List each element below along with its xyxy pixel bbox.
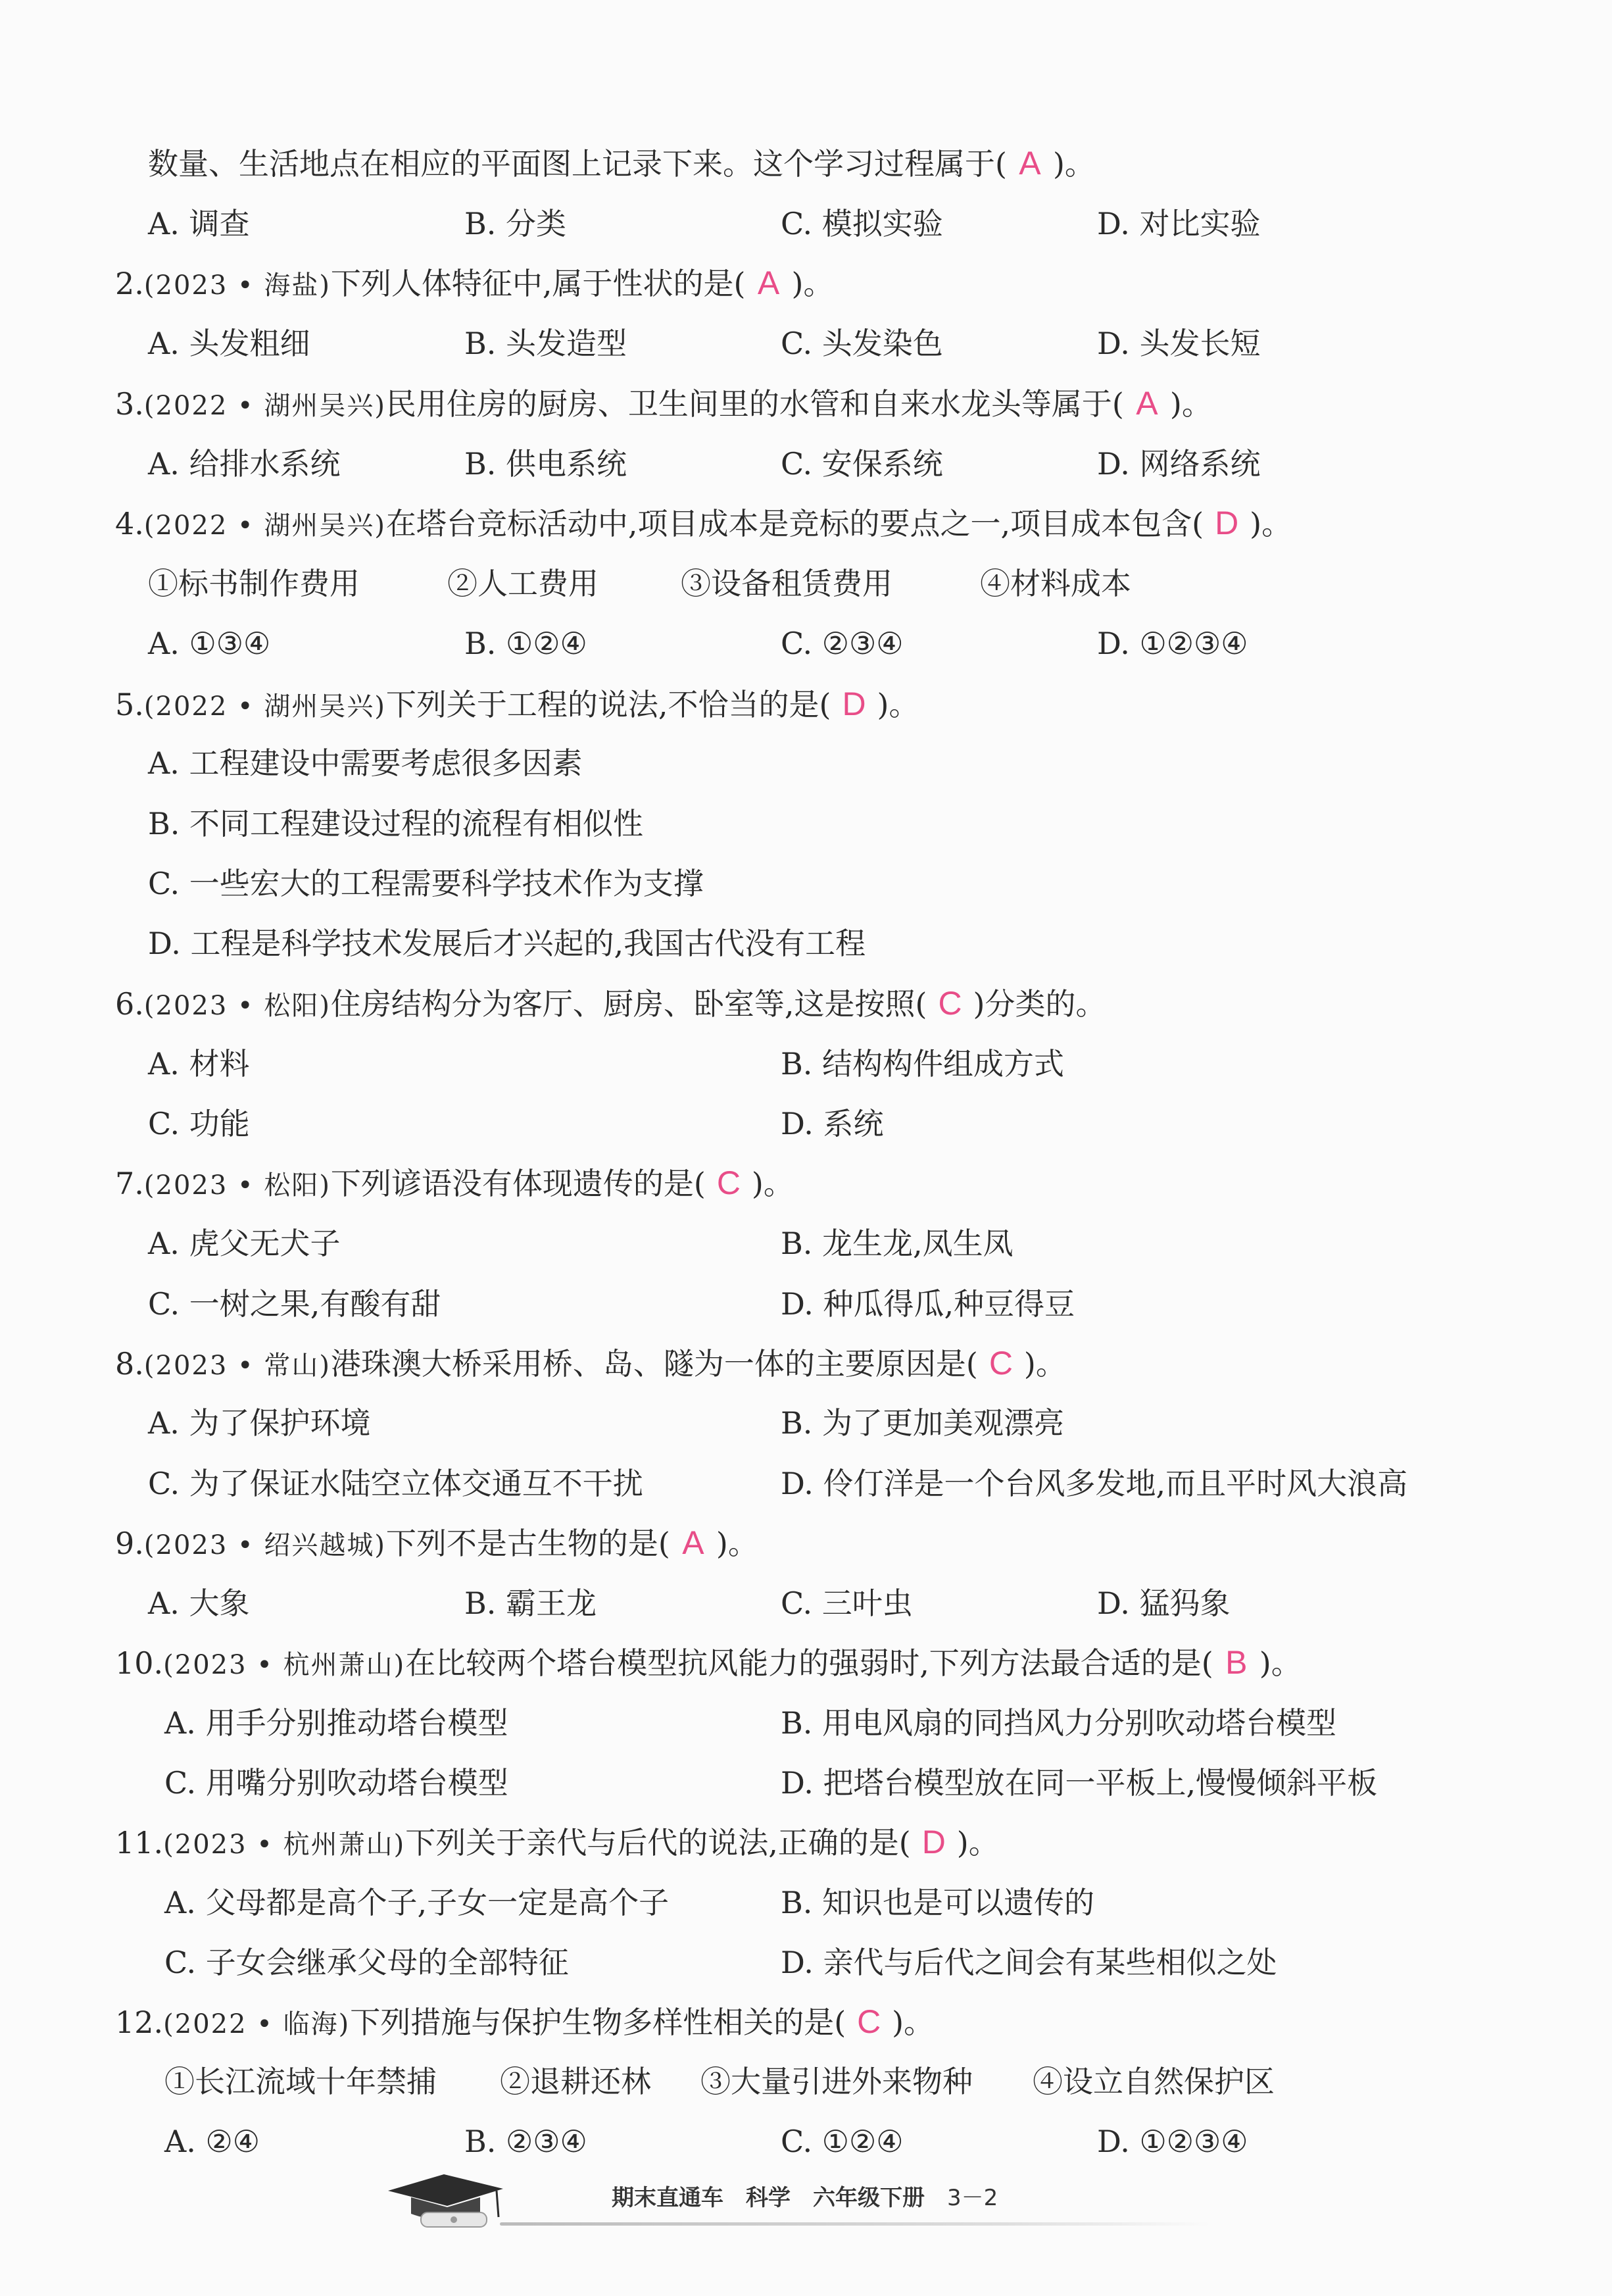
option: A. 为了保护环境 <box>148 1405 371 1441</box>
option: C. 子女会继承父母的全部特征 <box>164 1945 569 1980</box>
answer-mark: B <box>1225 1644 1248 1681</box>
option: D. 亲代与后代之间会有某些相似之处 <box>781 1945 1277 1980</box>
statement-item: ②退耕还林 <box>500 2064 651 2099</box>
page-number: 3－2 <box>947 2185 998 2211</box>
statement-item: ④设立自然保护区 <box>1033 2064 1275 2099</box>
question-4-stem: 4.(2022 • 湖州吴兴)在塔台竞标活动中,项目成本是竞标的要点之一,项目成本包含( D )。 <box>115 505 1292 541</box>
graduation-cap-icon <box>381 2161 513 2234</box>
statement-item: ①标书制作费用 <box>148 566 360 601</box>
option: C. 一些宏大的工程需要科学技术作为支撑 <box>148 866 704 901</box>
option: C. 三叶虫 <box>781 1585 913 1621</box>
option: B. 不同工程建设过程的流程有相似性 <box>148 806 644 841</box>
option: D. 网络系统 <box>1097 446 1261 482</box>
answer-mark: A <box>682 1524 704 1561</box>
question-12-stem: 12.(2022 • 临海)下列措施与保护生物多样性相关的是( C )。 <box>115 2003 935 2040</box>
option: C. 一树之果,有酸有甜 <box>148 1286 441 1322</box>
question-source: (2022 • 临海) <box>163 2009 351 2039</box>
option: A. ②④ <box>164 2124 260 2159</box>
option: A. 用手分别推动塔台模型 <box>164 1705 508 1741</box>
option: C. 安保系统 <box>781 446 943 482</box>
answer-mark: C <box>716 1164 741 1201</box>
statement-item: ④材料成本 <box>980 566 1131 601</box>
footer-divider <box>500 2222 1210 2226</box>
page-footer <box>368 2161 1223 2240</box>
option: B. 供电系统 <box>464 446 627 482</box>
option: C. 头发染色 <box>781 326 943 361</box>
option: B. 霸王龙 <box>464 1585 597 1621</box>
option: A. 头发粗细 <box>148 326 310 361</box>
option: D. 头发长短 <box>1097 326 1261 361</box>
option: D. 种瓜得瓜,种豆得豆 <box>781 1286 1075 1322</box>
question-source: (2023 • 杭州萧山) <box>163 1650 406 1680</box>
question-source: (2023 • 绍兴越城) <box>143 1530 386 1560</box>
question-source: (2023 • 杭州萧山) <box>163 1830 406 1860</box>
option: B. 分类 <box>464 206 567 241</box>
option: A. ①③④ <box>148 626 271 661</box>
answer-mark: C <box>857 2003 881 2040</box>
option: D. 把塔台模型放在同一平板上,慢慢倾斜平板 <box>781 1765 1378 1801</box>
statement-item: ①长江流域十年禁捕 <box>164 2064 437 2099</box>
question-8-stem: 8.(2023 • 常山)港珠澳大桥采用桥、岛、隧为一体的主要原因是( C )。 <box>115 1345 1066 1382</box>
statement-item: ②人工费用 <box>447 566 598 601</box>
option: B. ②③④ <box>464 2124 587 2159</box>
option: C. 为了保证水陆空立体交通互不干扰 <box>148 1466 643 1501</box>
question-source: (2022 • 湖州吴兴) <box>143 391 386 421</box>
question-1-stem: 数量、生活地点在相应的平面图上记录下来。这个学习过程属于( A )。 <box>148 145 1095 182</box>
option: D. ①②③④ <box>1097 626 1248 661</box>
question-10-stem: 10.(2023 • 杭州萧山)在比较两个塔台模型抗风能力的强弱时,下列方法最合适的是( B )。 <box>115 1644 1302 1681</box>
option: B. 知识也是可以遗传的 <box>781 1885 1095 1920</box>
option: B. 龙生龙,凤生凤 <box>781 1226 1014 1261</box>
question-7-stem: 7.(2023 • 松阳)下列谚语没有体现遗传的是( C )。 <box>115 1164 794 1201</box>
question-source: (2023 • 常山) <box>143 1351 331 1381</box>
question-3-stem: 3.(2022 • 湖州吴兴)民用住房的厨房、卫生间里的水管和自来水龙头等属于( A )。 <box>115 385 1212 422</box>
option: C. 用嘴分别吹动塔台模型 <box>164 1765 508 1801</box>
option: A. 大象 <box>148 1585 250 1621</box>
question-source: (2022 • 湖州吴兴) <box>143 511 386 541</box>
statement-item: ③设备租赁费用 <box>681 566 892 601</box>
option: C. ①②④ <box>781 2124 904 2159</box>
question-source: (2023 • 松阳) <box>143 991 331 1021</box>
question-6-stem: 6.(2023 • 松阳)住房结构分为客厅、厨房、卧室等,这是按照( C )分类的。 <box>115 985 1106 1022</box>
option: A. 父母都是高个子,子女一定是高个子 <box>164 1885 670 1920</box>
option: D. 伶仃洋是一个台风多发地,而且平时风大浪高 <box>781 1466 1408 1501</box>
option: A. 材料 <box>148 1046 250 1082</box>
answer-mark: A <box>1136 385 1158 422</box>
option: D. 对比实验 <box>1097 206 1261 241</box>
answer-mark: C <box>989 1345 1013 1382</box>
answer-mark: A <box>757 264 780 301</box>
footer-title: 期末直通车 科学 六年级下册 3－2 <box>612 2185 998 2211</box>
option: A. 调查 <box>148 206 250 241</box>
option: D. 系统 <box>781 1106 884 1141</box>
option: D. 猛犸象 <box>1097 1585 1231 1621</box>
option: A. 给排水系统 <box>148 446 341 482</box>
answer-mark: D <box>842 686 866 722</box>
option: A. 工程建设中需要考虑很多因素 <box>148 745 583 781</box>
answer-mark: A <box>1019 145 1041 182</box>
option: C. ②③④ <box>781 626 904 661</box>
answer-mark: D <box>921 1824 946 1860</box>
question-2-stem: 2.(2023 • 海盐)下列人体特征中,属于性状的是( A )。 <box>115 264 834 301</box>
option: B. 用电风扇的同挡风力分别吹动塔台模型 <box>781 1705 1337 1741</box>
option: B. 为了更加美观漂亮 <box>781 1405 1065 1441</box>
answer-mark: D <box>1215 505 1239 541</box>
question-9-stem: 9.(2023 • 绍兴越城)下列不是古生物的是( A )。 <box>115 1524 758 1561</box>
statement-item: ③大量引进外来物种 <box>700 2064 973 2099</box>
option: A. 虎父无犬子 <box>148 1226 341 1261</box>
option: D. 工程是科学技术发展后才兴起的,我国古代没有工程 <box>148 926 866 961</box>
question-11-stem: 11.(2023 • 杭州萧山)下列关于亲代与后代的说法,正确的是( D )。 <box>115 1824 999 1860</box>
option: B. 头发造型 <box>464 326 627 361</box>
answer-mark: C <box>938 985 962 1022</box>
option: D. ①②③④ <box>1097 2124 1248 2159</box>
question-source: (2023 • 海盐) <box>143 270 331 301</box>
question-5-stem: 5.(2022 • 湖州吴兴)下列关于工程的说法,不恰当的是( D )。 <box>115 686 919 722</box>
option: C. 功能 <box>148 1106 250 1141</box>
option: B. ①②④ <box>464 626 587 661</box>
option: B. 结构构件组成方式 <box>781 1046 1065 1082</box>
option: C. 模拟实验 <box>781 206 943 241</box>
question-source: (2022 • 湖州吴兴) <box>143 691 386 722</box>
question-source: (2023 • 松阳) <box>143 1170 331 1201</box>
